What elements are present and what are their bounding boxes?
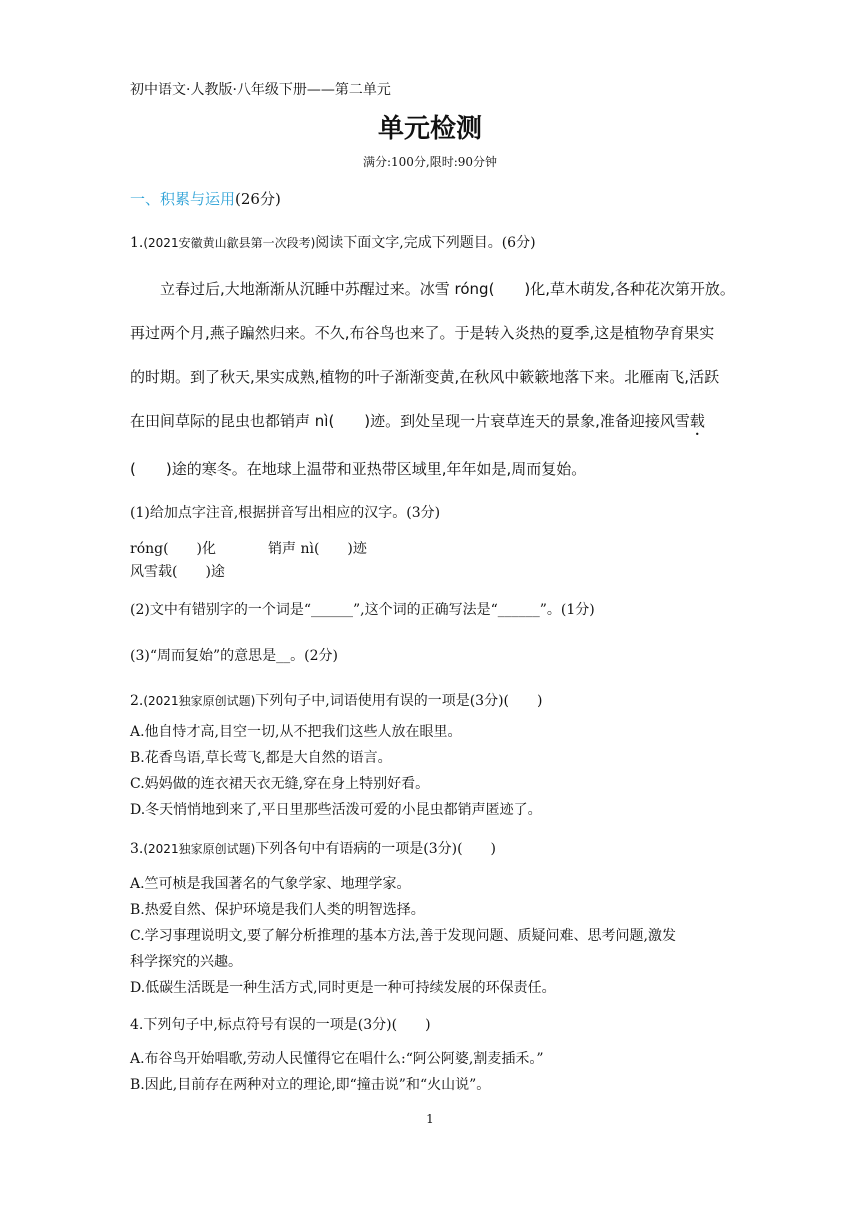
sub-question-1: (1)给加点字注音,根据拼音写出相应的汉字。(3分) <box>130 505 441 521</box>
section-heading <box>130 189 281 209</box>
section-score: (26分) <box>235 190 281 208</box>
page-subtitle: 满分:100分,限时:90分钟 <box>362 155 498 169</box>
question-text: 下列句子中,词语使用有误的一项是(3分)( ) <box>255 693 543 709</box>
question-source-tag: (2021安徽黄山歙县第一次段考) <box>143 236 316 250</box>
option-d: D.低碳生活既是一种生活方式,同时更是一种可持续发展的环保责任。 <box>130 980 556 996</box>
option-c: C.学习事理说明文,要了解分析推理的基本方法,善于发现问题、质疑问难、思考问题,激发 <box>130 928 677 944</box>
sub-answer-c: 风雪载( )途 <box>130 564 225 580</box>
passage-line-2: 再过两个月,燕子蹁然归来。不久,布谷鸟也来了。于是转入炎热的夏季,这是植物孕育果实 <box>130 324 715 342</box>
question-text: 下列各句中有语病的一项是(3分)( ) <box>255 841 497 857</box>
sub-question-3: (3)“周而复始”的意思是__。(2分) <box>130 648 338 664</box>
question-source-tag: (2021独家原创试题) <box>143 842 256 856</box>
question-number: 1. <box>130 235 144 251</box>
sub-answer-a: róng( )化 <box>130 541 217 557</box>
page-number: 1 <box>426 1112 434 1126</box>
sub-answer-b: 销声 nì( )迹 <box>268 541 367 557</box>
page-header: 初中语文·人教版·八年级下册——第二单元 <box>130 82 391 98</box>
question-2 <box>130 691 542 711</box>
passage-line-4 <box>130 410 705 439</box>
question-number: 2. <box>130 693 144 709</box>
passage-line-3: 的时期。到了秋天,果实成熟,植物的叶子渐渐变黄,在秋风中簌簌地落下来。北雁南飞,活跃 <box>130 368 720 386</box>
page-title: 单元检测 <box>377 114 482 144</box>
question-source-tag: (2021独家原创试题) <box>143 694 256 708</box>
question-number: 4. <box>130 1017 144 1033</box>
section-label: 一、积累与运用 <box>130 190 236 208</box>
option-b: B.花香鸟语,草长莺飞,都是大自然的语言。 <box>130 750 392 766</box>
option-c: C.妈妈做的连衣裙天衣无缝,穿在身上特别好看。 <box>130 776 430 792</box>
passage-line-1: 立春过后,大地渐渐从沉睡中苏醒过来。冰雪 róng( )化,草木萌发,各种花次第开放。 <box>160 280 735 298</box>
dotted-character: 载 <box>689 412 705 430</box>
question-4 <box>130 1015 431 1035</box>
option-a: A.布谷鸟开始唱歌,劳动人民懂得它在唱什么:“阿公阿婆,割麦插禾。” <box>130 1051 544 1067</box>
passage-line-4-text: 在田间草际的昆虫也都销声 nì( )迹。到处呈现一片衰草连天的景象,准备迎接风雪 <box>130 412 690 430</box>
passage-line-5: ( )途的寒冬。在地球上温带和亚热带区域里,年年如是,周而复始。 <box>130 460 587 478</box>
question-number: 3. <box>130 841 144 857</box>
question-text: 阅读下面文字,完成下列题目。(6分) <box>315 235 536 251</box>
option-a: A.竺可桢是我国著名的气象学家、地理学家。 <box>130 876 411 892</box>
option-b: B.热爱自然、保护环境是我们人类的明智选择。 <box>130 902 425 918</box>
question-3 <box>130 839 496 859</box>
option-d: D.冬天悄悄地到来了,平日里那些活泼可爱的小昆虫都销声匿迹了。 <box>130 802 542 818</box>
option-b: B.因此,目前存在两种对立的理论,即“撞击说”和“火山说”。 <box>130 1077 491 1093</box>
question-1 <box>130 233 536 253</box>
option-c-continued: 科学探究的兴趣。 <box>130 954 242 970</box>
sub-question-2: (2)文中有错别字的一个词是“______”,这个词的正确写法是“______”。(1分) <box>130 602 595 618</box>
question-text: 下列句子中,标点符号有误的一项是(3分)( ) <box>143 1017 431 1033</box>
option-a: A.他自恃才高,目空一切,从不把我们这些人放在眼里。 <box>130 724 462 740</box>
